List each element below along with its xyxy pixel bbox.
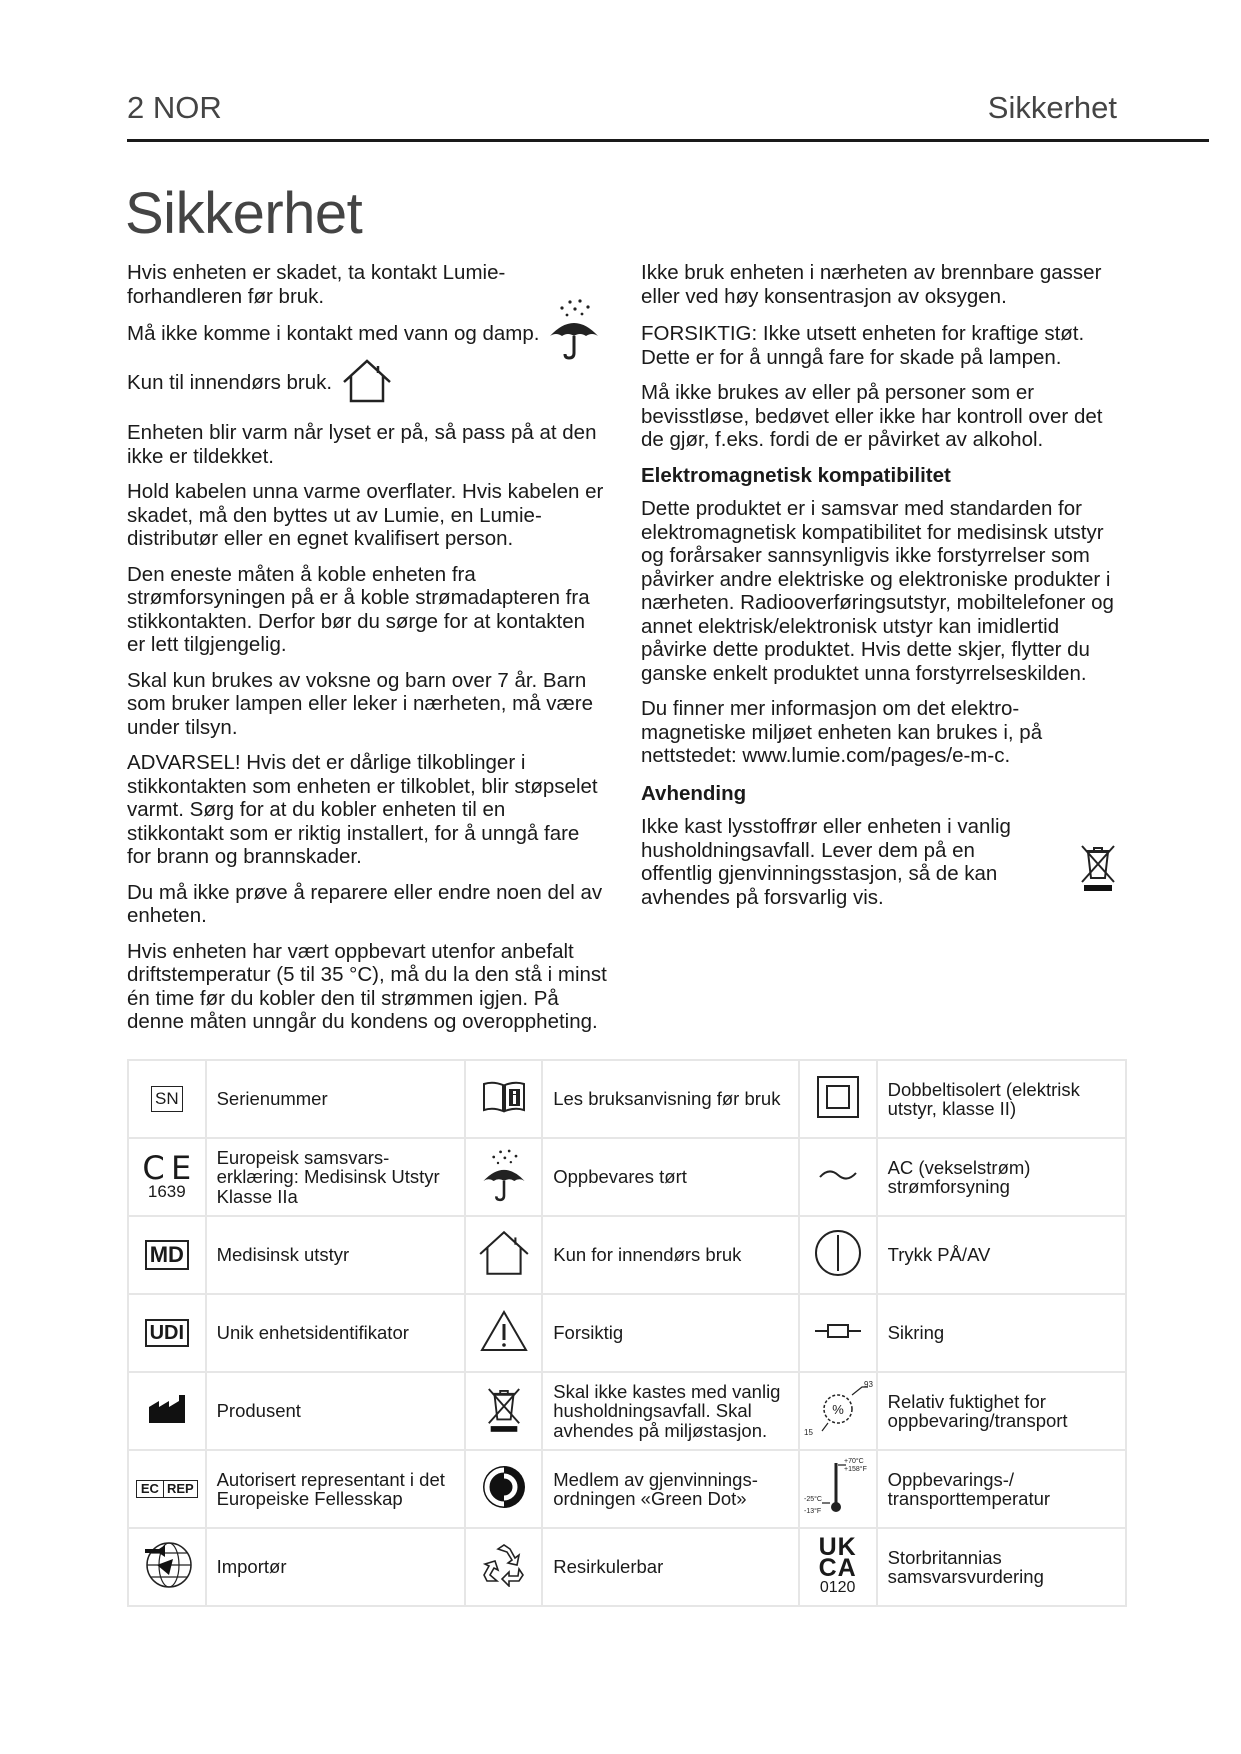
page-title: Sikkerhet (125, 181, 363, 246)
symbol-label: Kun for innendørs bruk (542, 1216, 798, 1294)
paragraph: Må ikke brukes av eller på personer som er bevisstløse, bedøvet eller ikke har kontroll over det de gjør, f.eks. fordi de er påvirket av alkohol. (641, 381, 1103, 451)
recyclable-icon (465, 1528, 542, 1606)
symbol-label: AC (vekselstrøm) strømforsyning (877, 1138, 1126, 1216)
paragraph: Ikke kast lysstoffrør eller enheten i vanlig husholdningsavfall. Lever dem på en offentlig gjenvinningsstasjon, så de kan avhendes på forsvarlig vis. (641, 815, 1011, 909)
paragraph-text: Kun til innendørs bruk. (127, 370, 333, 394)
svg-text:93: 93 (863, 1379, 873, 1389)
table-row (128, 1372, 1126, 1450)
symbol-label: Relativ fuktighet for oppbevaring/transport (877, 1372, 1126, 1450)
keep-dry-umbrella-icon (546, 298, 602, 365)
paragraph: Skal kun brukes av voksne og barn over 7 år. Barn som bruker lampen eller leker i nærheten, må være under tilsyn. (127, 668, 593, 739)
symbol-label: Storbritannias samsvarsvurdering (877, 1528, 1126, 1606)
temperature-limit-icon (799, 1450, 877, 1528)
symbol-label: Importør (206, 1528, 465, 1606)
ec-rep-icon: EC REP (128, 1450, 206, 1528)
left-column (127, 261, 607, 1046)
disposal-heading: Avhending (641, 781, 747, 805)
svg-text:-25°C: -25°C (803, 1495, 822, 1503)
paragraph: Enheten blir varm når lyset er på, så pass på at den ikke er tildekket. (127, 421, 597, 468)
symbol-label: Skal ikke kastes med vanlig husholdningsavfall. Skal avhendes på miljøstasjon. (542, 1372, 798, 1450)
symbol-label: Medlem av gjenvinnings-ordningen «Green Dot» (542, 1450, 798, 1528)
table-row (128, 1450, 1126, 1528)
symbol-label: Oppbevarings-/ transporttemperatur (877, 1450, 1126, 1528)
svg-text:15: 15 (803, 1427, 813, 1437)
paragraph-text: Må ikke komme i kontakt med vann og damp. (127, 322, 540, 345)
power-on-off-icon (799, 1216, 877, 1294)
paragraph (127, 322, 607, 346)
caution-triangle-icon (465, 1294, 542, 1372)
humidity-limit-icon (799, 1372, 877, 1450)
paragraph: Du må ikke prøve å reparere eller endre noen del av enheten. (127, 880, 603, 927)
symbol-label: Les bruksanvisning før bruk (542, 1060, 798, 1138)
symbol-label: Resirkulerbar (542, 1528, 798, 1606)
paragraph: Ikke bruk enheten i nærheten av brennbare gasser eller ved høy konsentrasjon av oksygen. (641, 261, 1102, 308)
table-row (128, 1060, 1126, 1138)
paragraph: ADVARSEL! Hvis det er dårlige tilkoblinger i stikkontakten som enheten er tilkoblet, blir støpselet varmt. Sørg for at du kobler enheten til en stikkontakt som er riktig installert, for å unngå fare for brann og brannskader. (127, 751, 598, 868)
symbol-label: Trykk PÅ/AV (877, 1216, 1126, 1294)
header-rule (127, 139, 1209, 142)
ukca-mark-icon: UK CA 0120 (799, 1528, 877, 1606)
symbol-label: Oppbevares tørt (542, 1138, 798, 1216)
ce-mark-icon: C E 1639 (128, 1138, 206, 1216)
table-row (128, 1528, 1126, 1606)
instructions-book-icon (465, 1060, 542, 1138)
table-row (128, 1138, 1126, 1216)
svg-text:%: % (831, 1401, 844, 1417)
manufacturer-factory-icon (128, 1372, 206, 1450)
symbol-label: Unik enhetsidentifikator (206, 1294, 465, 1372)
sn-icon: SN (128, 1060, 206, 1138)
symbols-table (127, 1059, 1127, 1607)
ac-tilde-icon (799, 1138, 877, 1216)
paragraph: FORSIKTIG: Ikke utsett enheten for kraftige støt. Dette er for å unngå fare for skade på lampen. (641, 322, 1085, 369)
emc-heading: Elektromagnetisk kompatibilitet (641, 463, 951, 487)
paragraph: Hold kabelen unna varme overflater. Hvis kabelen er skadet, må den byttes ut av Lumie, en Lumie-distributør eller en egnet kvalifisert person. (127, 480, 604, 550)
symbol-label: Autorisert representant i det Europeiske Fellesskap (206, 1450, 465, 1528)
indoor-house-icon (465, 1216, 542, 1294)
weee-crossed-bin-icon (465, 1372, 542, 1450)
paragraph: Du finner mer informasjon om det elektro-magnetiske miljøet enheten kan brukes i, på nettstedet: www.lumie.com/pages/e-m-c. (641, 697, 1043, 767)
right-column (641, 261, 1121, 921)
indoor-house-icon (340, 358, 394, 410)
keep-dry-umbrella-icon (465, 1138, 542, 1216)
section-header: Sikkerhet (987, 90, 1117, 125)
paragraph: Hvis enheten har vært oppbevart utenfor anbefalt driftstemperatur (5 til 35 °C), må du la den stå i minst én time før du kobler den til strømmen igjen. På denne måten unngår du kondens og overoppheting. (127, 939, 607, 1033)
svg-text:-13°F: -13°F (803, 1507, 821, 1515)
symbol-label: Sikring (877, 1294, 1126, 1372)
symbol-label: Medisinsk utstyr (206, 1216, 465, 1294)
paragraph: Den eneste måten å koble enheten fra strømforsyningen på er å koble strømadapteren fra stikkontakten. Derfor bør du sørge for at kontakten er lett tilgjengelig. (127, 562, 590, 656)
table-row (128, 1294, 1126, 1372)
symbol-label: Forsiktig (542, 1294, 798, 1372)
green-dot-icon (465, 1450, 542, 1528)
double-insulated-icon (799, 1060, 877, 1138)
paragraph: Hvis enheten er skadet, ta kontakt Lumie-forhandleren før bruk. (127, 261, 506, 308)
table-row (128, 1216, 1126, 1294)
md-icon: MD (128, 1216, 206, 1294)
fuse-icon (799, 1294, 877, 1372)
page-number-header: 2 NOR (127, 90, 222, 125)
symbol-label: Dobbeltisolert (elektrisk utstyr, klasse II) (877, 1060, 1126, 1138)
svg-text:+158°F: +158°F (843, 1465, 867, 1473)
symbol-label: Serienummer (206, 1060, 465, 1138)
weee-crossed-bin-icon (1078, 842, 1118, 897)
importer-globe-icon (128, 1528, 206, 1606)
svg-text:+70°C: +70°C (843, 1457, 864, 1465)
symbol-label: Produsent (206, 1372, 465, 1450)
paragraph (127, 358, 607, 410)
udi-icon: UDI (128, 1294, 206, 1372)
paragraph: Dette produktet er i samsvar med standarden for elektromagnetisk kompatibilitet for medisinsk utstyr og forårsaker sannsynligvis ikke forstyrrelser som påvirker andre elektriske og elektroniske produkter i nærheten. Radiooverføringsutstyr, mobiltelefoner og annet elektrisk/elektronisk utstyr kan imidlertid påvirke dette produktet. Hvis dette skjer, flytter du ganske enkelt produktet unna forstyrrelseskilden. (641, 497, 1114, 685)
symbol-label: Europeisk samsvars-erklæring: Medisinsk Utstyr Klasse IIa (206, 1138, 465, 1216)
